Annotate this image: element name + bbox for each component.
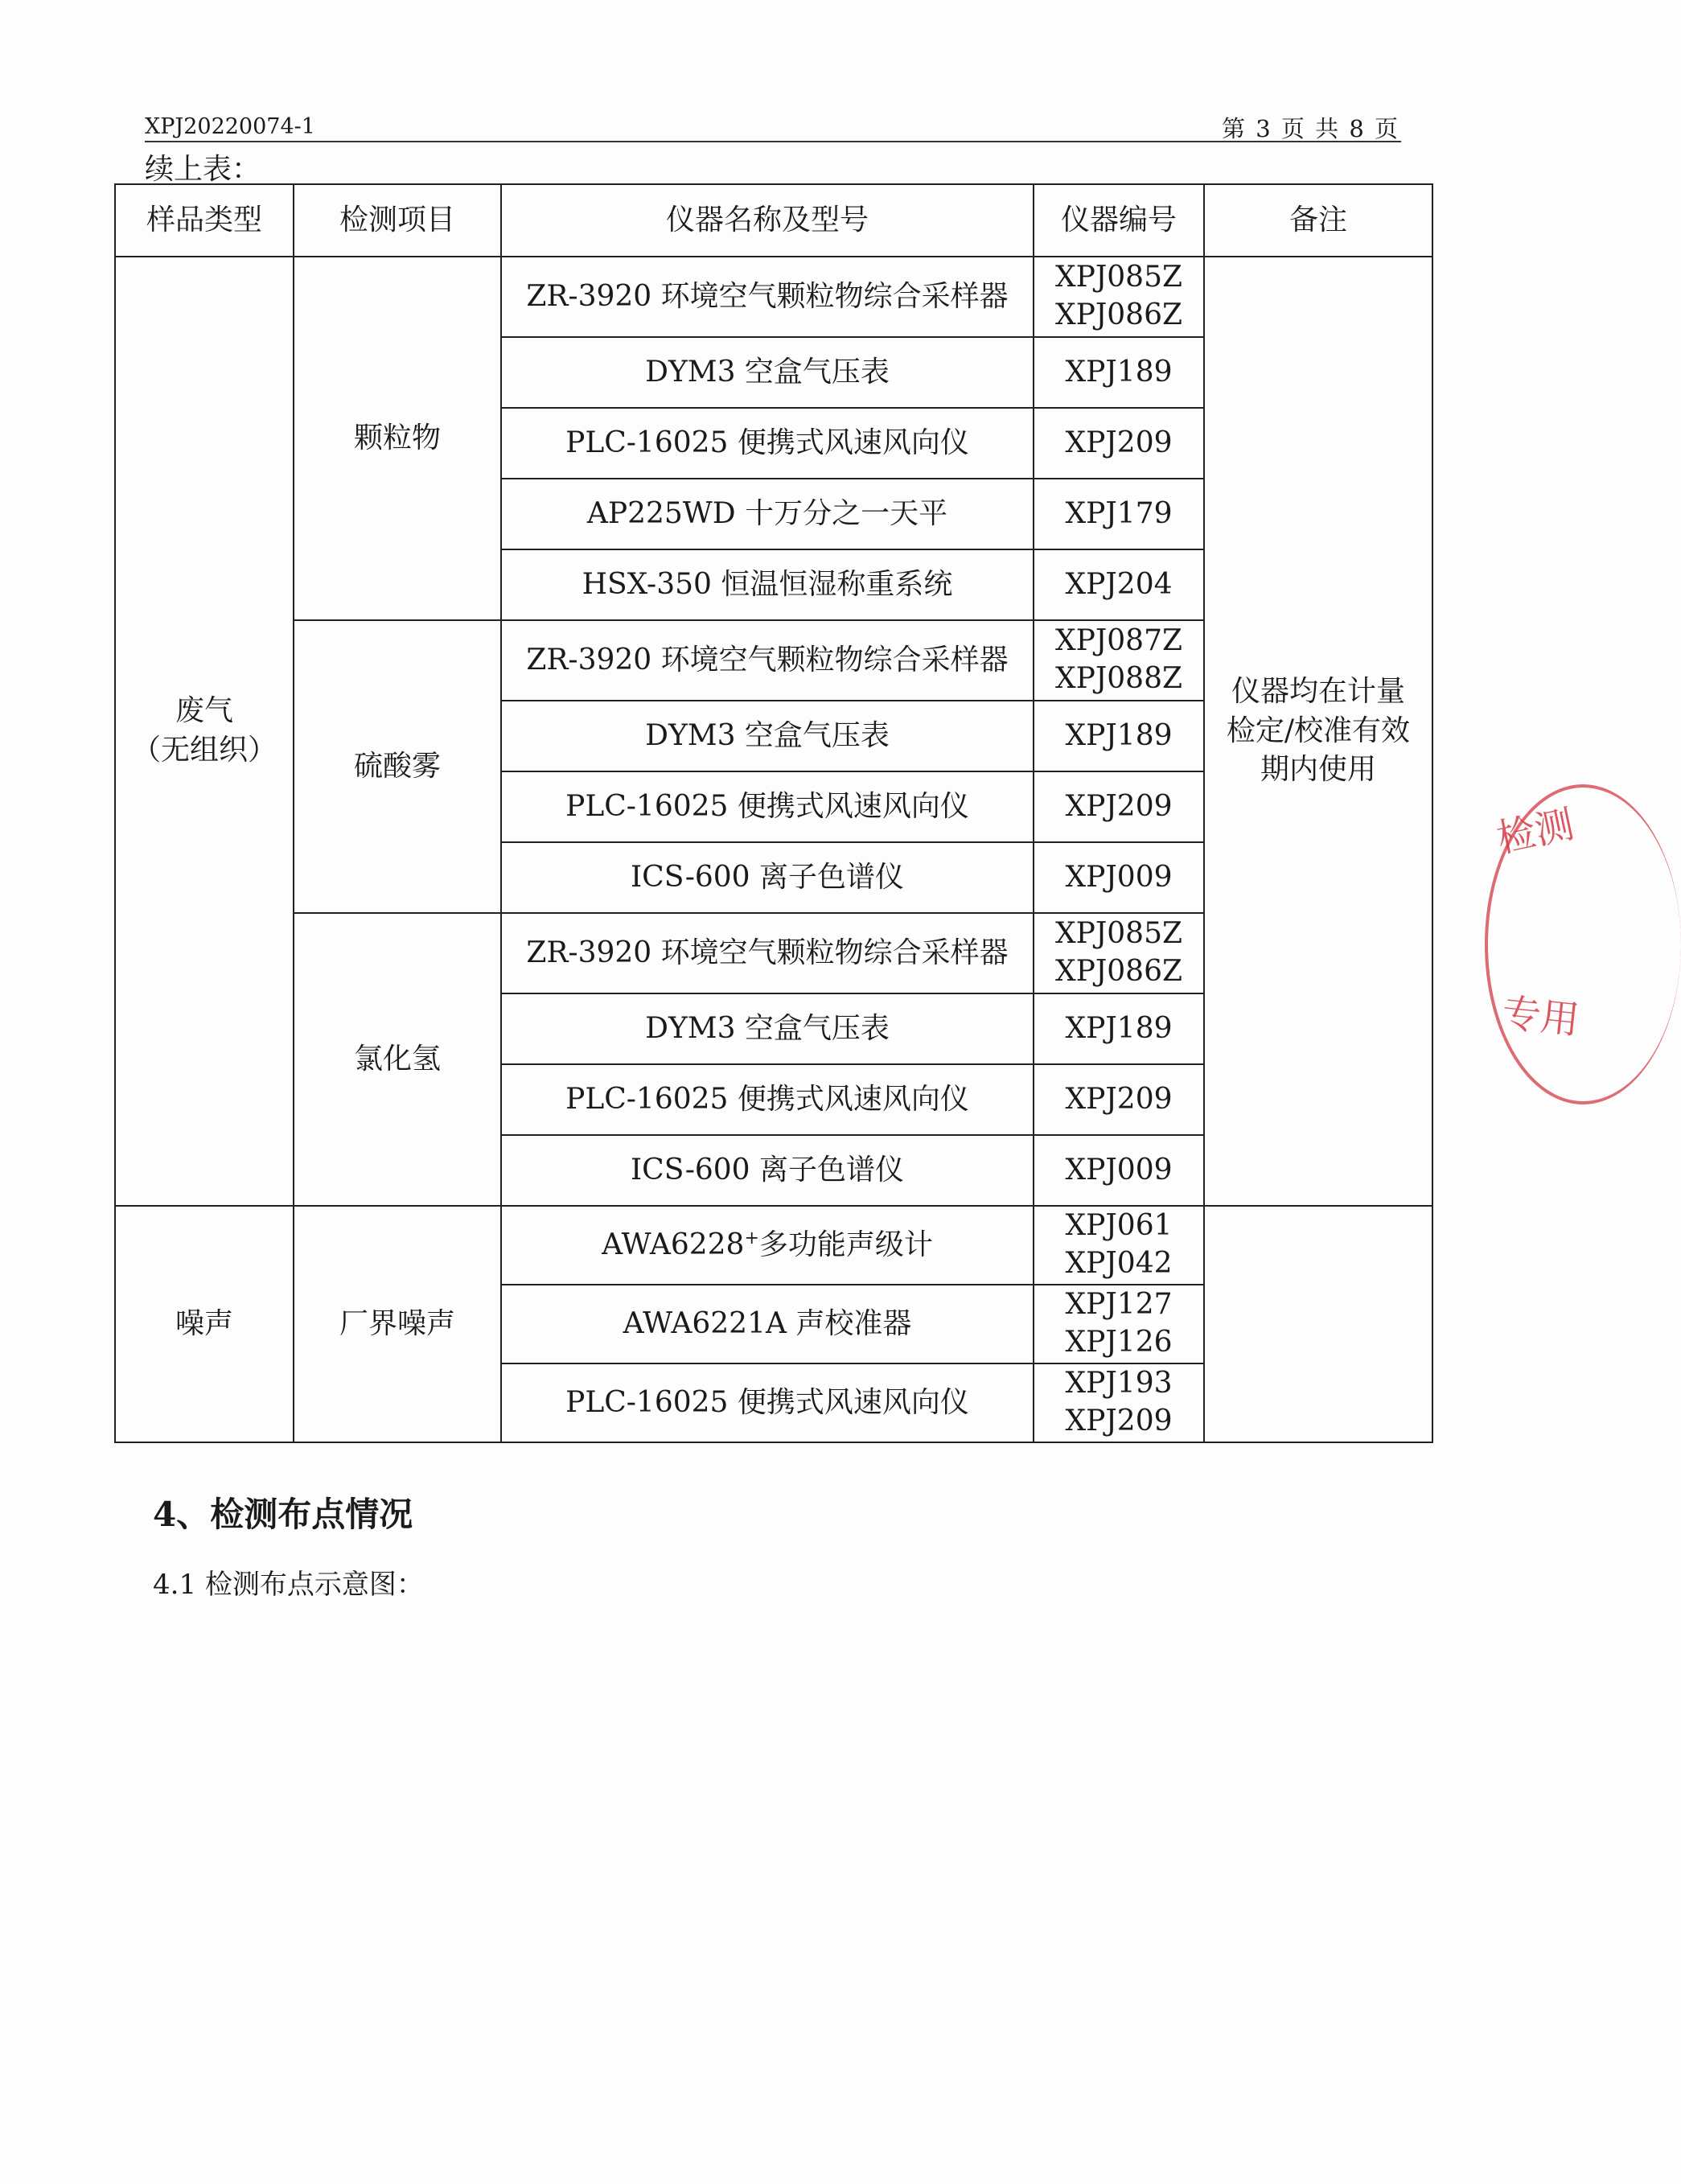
sample-type-cell: 噪声 bbox=[115, 1206, 294, 1442]
instrument-name: AWA6221A 声校准器 bbox=[501, 1285, 1034, 1363]
table-row bbox=[115, 1206, 1432, 1285]
remark-text: 期内使用 bbox=[1260, 753, 1376, 787]
test-item-cell: 颗粒物 bbox=[294, 257, 501, 620]
instrument-id: XPJ204 bbox=[1034, 549, 1204, 620]
instrument-name: AP225WD 十万分之一天平 bbox=[501, 479, 1034, 549]
seal-text-bottom: 专用 bbox=[1499, 990, 1582, 1043]
header-test-item: 检测项目 bbox=[294, 184, 501, 257]
section-heading: 4、检测布点情况 bbox=[153, 1495, 413, 1534]
test-item-cell: 硫酸雾 bbox=[294, 620, 501, 913]
official-seal bbox=[1478, 784, 1599, 1098]
instrument-name: ICS-600 离子色谱仪 bbox=[501, 842, 1034, 913]
instrument-id: XPJ061 bbox=[1065, 1209, 1173, 1243]
sample-type-sublabel: （无组织） bbox=[131, 734, 277, 767]
instrument-id-cell bbox=[1034, 620, 1204, 701]
instrument-id: XPJ127 bbox=[1065, 1288, 1173, 1322]
instrument-name: ICS-600 离子色谱仪 bbox=[501, 1135, 1034, 1206]
instrument-id: XPJ085Z bbox=[1054, 917, 1182, 951]
instrument-name: HSX-350 恒温恒湿称重系统 bbox=[501, 549, 1034, 620]
table-header-row bbox=[115, 184, 1432, 257]
instrument-id: XPJ009 bbox=[1034, 1135, 1204, 1206]
instrument-name bbox=[501, 1206, 1034, 1285]
test-item-cell: 厂界噪声 bbox=[294, 1206, 501, 1442]
page-indicator: 第 3 页 共 8 页 bbox=[1222, 115, 1399, 142]
instrument-id: XPJ086Z bbox=[1054, 298, 1182, 331]
instrument-name: PLC-16025 便携式风速风向仪 bbox=[501, 771, 1034, 842]
instrument-name: PLC-16025 便携式风速风向仪 bbox=[501, 1363, 1034, 1442]
instrument-name: ZR-3920 环境空气颗粒物综合采样器 bbox=[501, 257, 1034, 337]
instrument-id: XPJ085Z bbox=[1054, 261, 1182, 294]
instrument-id: XPJ086Z bbox=[1054, 955, 1182, 988]
table-caption: 续上表： bbox=[145, 153, 261, 186]
instrument-id: XPJ009 bbox=[1034, 842, 1204, 913]
instrument-id: XPJ088Z bbox=[1054, 662, 1182, 695]
remark-cell bbox=[1204, 257, 1432, 1206]
instrument-name: DYM3 空盒气压表 bbox=[501, 993, 1034, 1064]
instrument-id: XPJ087Z bbox=[1054, 624, 1182, 658]
instrument-id: XPJ189 bbox=[1034, 993, 1204, 1064]
instrument-name: ZR-3920 环境空气颗粒物综合采样器 bbox=[501, 620, 1034, 701]
instrument-name: PLC-16025 便携式风速风向仪 bbox=[501, 408, 1034, 479]
instrument-name: DYM3 空盒气压表 bbox=[501, 337, 1034, 408]
instrument-name: DYM3 空盒气压表 bbox=[501, 701, 1034, 771]
header-divider bbox=[145, 141, 1401, 142]
instrument-id: XPJ179 bbox=[1034, 479, 1204, 549]
instrument-id: XPJ189 bbox=[1034, 701, 1204, 771]
remark-cell-empty bbox=[1204, 1206, 1432, 1442]
instrument-id: XPJ193 bbox=[1065, 1367, 1173, 1400]
header-instrument-name: 仪器名称及型号 bbox=[501, 184, 1034, 257]
instrument-id: XPJ189 bbox=[1034, 337, 1204, 408]
instrument-id-cell bbox=[1034, 1285, 1204, 1363]
instrument-id: XPJ209 bbox=[1034, 1064, 1204, 1135]
instrument-id-cell bbox=[1034, 1206, 1204, 1285]
instrument-table bbox=[114, 183, 1433, 1443]
header-instrument-id: 仪器编号 bbox=[1034, 184, 1204, 257]
instrument-model: AWA6228 bbox=[602, 1228, 745, 1261]
seal-text-top: 检测 bbox=[1493, 801, 1578, 862]
sample-type-cell bbox=[115, 257, 294, 1206]
header-sample-type: 样品类型 bbox=[115, 184, 294, 257]
instrument-id: XPJ209 bbox=[1065, 1405, 1173, 1437]
instrument-id: XPJ209 bbox=[1034, 408, 1204, 479]
instrument-id: XPJ209 bbox=[1034, 771, 1204, 842]
model-superscript: + bbox=[744, 1228, 759, 1248]
instrument-name: ZR-3920 环境空气颗粒物综合采样器 bbox=[501, 913, 1034, 993]
instrument-name: PLC-16025 便携式风速风向仪 bbox=[501, 1064, 1034, 1135]
remark-text: 检定/校准有效 bbox=[1226, 714, 1411, 747]
instrument-id-cell bbox=[1034, 257, 1204, 337]
instrument-id-cell bbox=[1034, 913, 1204, 993]
instrument-id: XPJ126 bbox=[1065, 1326, 1173, 1359]
document-id: XPJ20220074-1 bbox=[145, 114, 315, 139]
subsection-title: 4.1 检测布点示意图： bbox=[153, 1569, 424, 1601]
sample-type-label: 废气 bbox=[175, 694, 233, 728]
instrument-id-cell bbox=[1034, 1363, 1204, 1442]
header-remark: 备注 bbox=[1204, 184, 1432, 257]
table-row bbox=[115, 257, 1432, 337]
test-item-cell: 氯化氢 bbox=[294, 913, 501, 1206]
instrument-id: XPJ042 bbox=[1065, 1247, 1173, 1280]
remark-text: 仪器均在计量 bbox=[1231, 675, 1405, 709]
instrument-description: 多功能声级计 bbox=[758, 1228, 933, 1261]
